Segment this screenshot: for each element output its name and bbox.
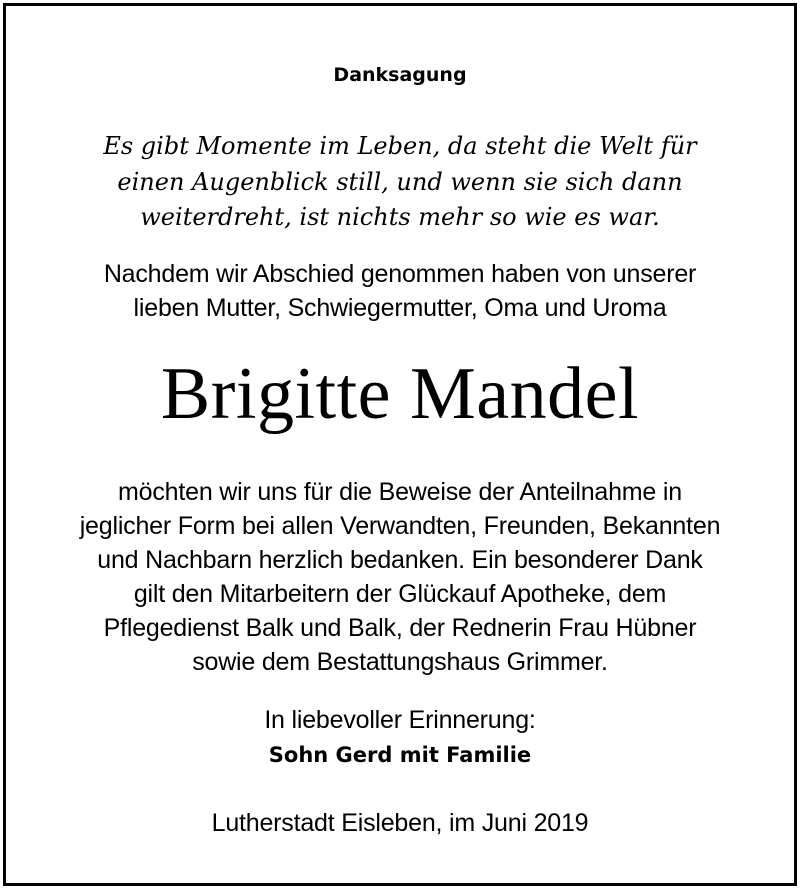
thanks-line: möchten wir uns für die Beweise der Anteilnahme in <box>118 478 682 506</box>
thanks-line: sowie dem Bestattungshaus Grimmer. <box>192 648 608 676</box>
thanks-line: jeglicher Form bei allen Verwandten, Freunden, Bekannten <box>79 512 721 540</box>
heading: Danksagung <box>333 64 467 86</box>
signed-by: Sohn Gerd mit Familie <box>268 743 532 767</box>
deceased-name: Brigitte Mandel <box>160 353 640 435</box>
intro-line: Nachdem wir Abschied genommen haben von unserer <box>103 260 697 288</box>
thanks-line: gilt den Mitarbeitern der Glückauf Apotheke, dem <box>133 580 667 608</box>
memory-label: In liebevoller Erinnerung: <box>264 706 536 734</box>
quote-line: einen Augenblick still, und wenn sie sich dann <box>117 168 683 196</box>
intro-line: lieben Mutter, Schwiegermutter, Oma und Uroma <box>133 294 667 322</box>
thanks-line: Pflegedienst Balk und Balk, der Rednerin Frau Hübner <box>103 614 697 642</box>
obituary-notice <box>3 3 797 886</box>
quote-line: weiterdreht, ist nichts mehr so wie es war. <box>140 203 660 231</box>
thanks-line: und Nachbarn herzlich bedanken. Ein besonderer Dank <box>97 546 703 574</box>
quote-line: Es gibt Momente im Leben, da steht die Welt für <box>103 132 697 160</box>
place-date: Lutherstadt Eisleben, im Juni 2019 <box>211 809 589 837</box>
